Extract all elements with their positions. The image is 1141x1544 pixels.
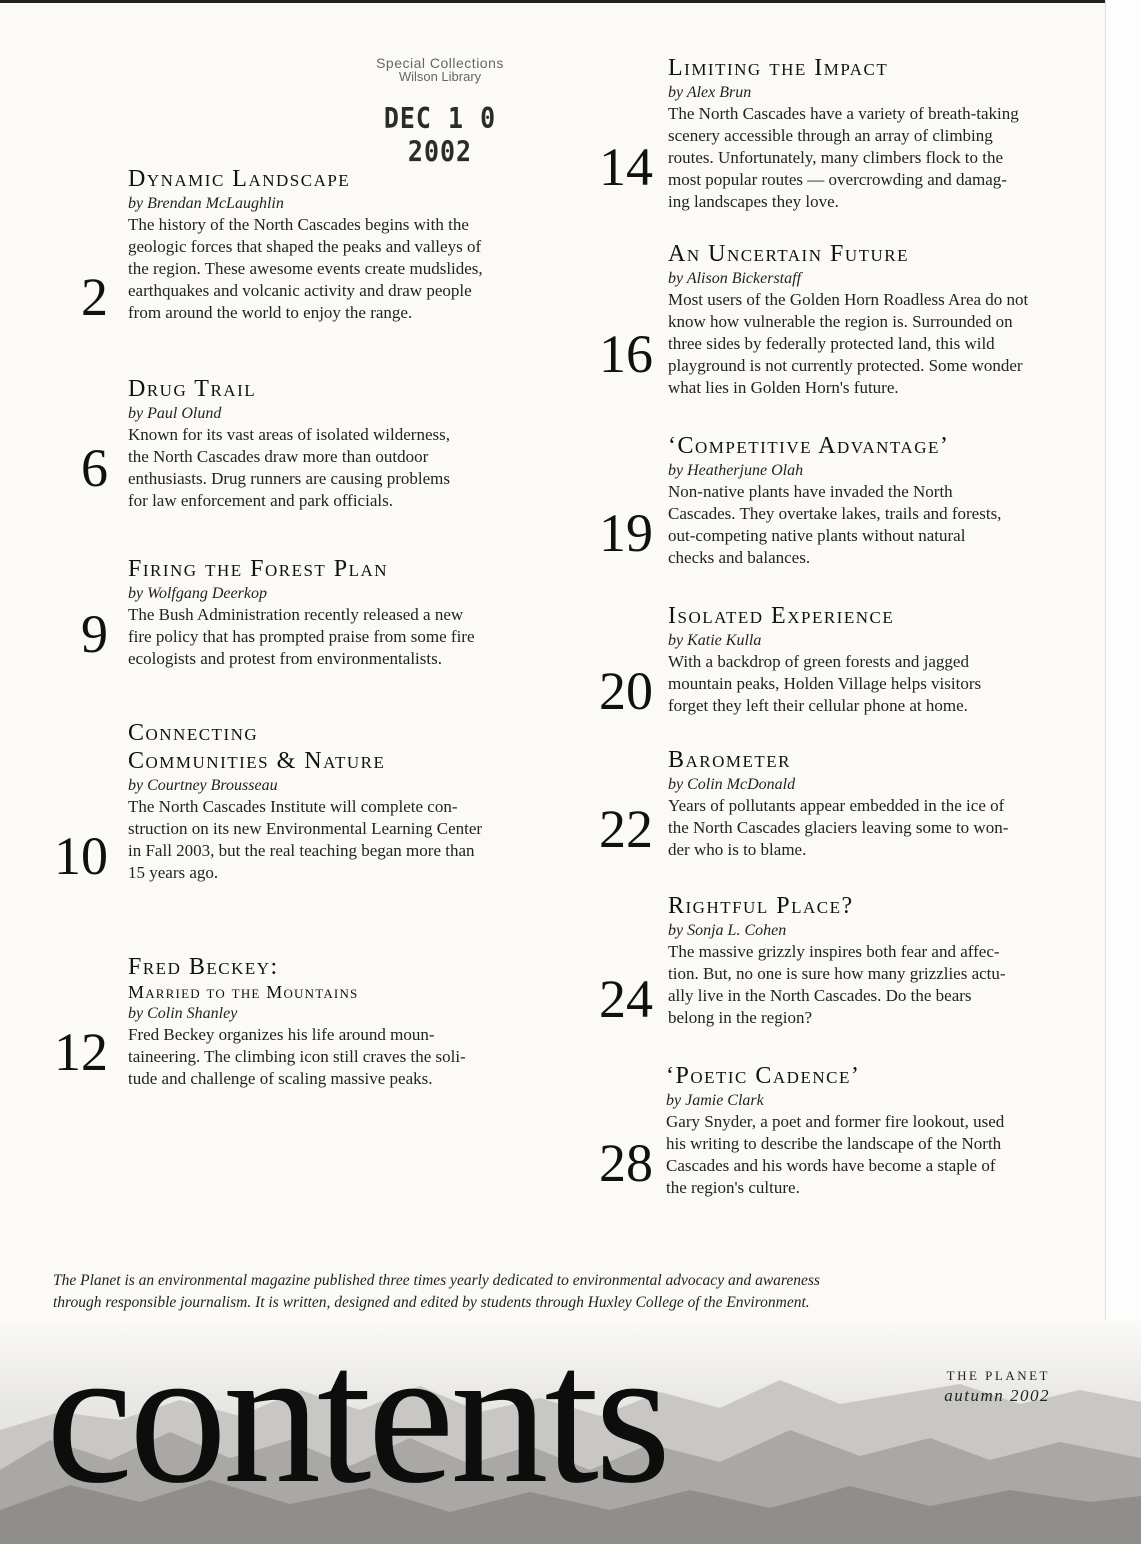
article-author: by Brendan McLaughlin	[128, 195, 284, 212]
publication-name: THE PLANET	[946, 1368, 1050, 1383]
desc-line: Cascades. They overtake lakes, trails and forests,	[668, 504, 1002, 523]
desc-line: his writing to describe the landscape of the North	[666, 1134, 1002, 1153]
article-entry[interactable]	[81, 555, 548, 670]
page-number: 2	[81, 267, 108, 327]
desc-line: out-competing native plants without natural	[668, 526, 966, 545]
desc-line: scenery accessible through an array of climbing	[668, 126, 993, 145]
article-author: by Katie Kulla	[668, 632, 762, 649]
desc-line: earthquakes and volcanic activity and draw people	[128, 281, 472, 300]
desc-line: in Fall 2003, but the real teaching began more than	[128, 841, 475, 860]
desc-line: Non-native plants have invaded the North	[668, 482, 953, 501]
article-entry[interactable]	[599, 892, 1098, 1029]
desc-line: fire policy that has prompted praise from some fire	[128, 627, 475, 646]
article-title: Connecting	[128, 720, 259, 746]
top-border	[0, 0, 1105, 3]
article-description	[668, 941, 1098, 1029]
article-author: by Alex Brun	[668, 84, 752, 101]
article-description	[668, 651, 1098, 717]
desc-line: Gary Snyder, a poet and former fire lookout, used	[666, 1112, 1005, 1131]
stamp-line-1: Special Collections	[376, 55, 504, 71]
desc-line: the region's culture.	[666, 1178, 800, 1197]
desc-line: The massive grizzly inspires both fear and affec-	[668, 942, 1000, 961]
article-description	[128, 1024, 548, 1090]
desc-line: know how vulnerable the region is. Surrounded on	[668, 312, 1013, 331]
page-number: 24	[599, 969, 653, 1029]
desc-line: taineering. The climbing icon still craves the soli-	[128, 1047, 466, 1066]
article-title: Firing the Forest Plan	[128, 556, 389, 582]
desc-line: belong in the region?	[668, 1008, 812, 1027]
article-title: Dynamic Landscape	[128, 166, 351, 192]
article-entry[interactable]	[81, 375, 548, 512]
desc-line: der who is to blame.	[668, 840, 807, 859]
article-subtitle: Married to the Mountains	[128, 982, 359, 1002]
desc-line: The history of the North Cascades begins with the	[128, 215, 469, 234]
desc-line: checks and balances.	[668, 548, 811, 567]
article-author: by Colin Shanley	[128, 1005, 238, 1022]
masthead	[930, 1368, 1050, 1406]
article-entry[interactable]	[54, 719, 548, 886]
page-number: 19	[599, 503, 653, 563]
desc-line: three sides by federally protected land, this wild	[668, 334, 995, 353]
article-author: by Alison Bickerstaff	[668, 270, 802, 287]
library-stamp	[350, 55, 530, 169]
article-title: Rightful Place?	[668, 893, 854, 919]
desc-line: tion. But, no one is sure how many grizzlies actu-	[668, 964, 1006, 983]
article-title: An Uncertain Future	[668, 241, 910, 267]
desc-line: The North Cascades have a variety of breath-taking	[668, 104, 1019, 123]
desc-line: The Bush Administration recently released a new	[128, 605, 464, 624]
article-description	[128, 214, 548, 324]
article-description	[668, 481, 1098, 569]
desc-line: enthusiasts. Drug runners are causing problems	[128, 469, 450, 488]
article-author: by Paul Olund	[128, 405, 222, 422]
issue-label: autumn 2002	[944, 1386, 1050, 1405]
contents-heading: contents	[46, 1307, 668, 1524]
desc-line: playground is not currently protected. Some wonder	[668, 356, 1023, 375]
desc-line: routes. Unfortunately, many climbers flock to the	[668, 148, 1004, 167]
desc-line: The North Cascades Institute will complete con-	[128, 797, 458, 816]
article-description	[666, 1111, 1096, 1199]
article-author: by Wolfgang Deerkop	[128, 585, 267, 602]
article-description	[128, 796, 548, 884]
article-entry[interactable]	[599, 432, 1098, 569]
page-edge	[1105, 0, 1141, 1544]
page-number: 20	[599, 661, 653, 721]
article-description	[128, 424, 548, 512]
desc-line: forget they left their cellular phone at home.	[668, 696, 968, 715]
statement-line-1: The Planet is an environmental magazine published three times yearly dedicated to environmental advocacy and awareness	[53, 1272, 820, 1289]
desc-line: struction on its new Environmental Learning Center	[128, 819, 483, 838]
desc-line: the North Cascades glaciers leaving some to won-	[668, 818, 1009, 837]
article-description	[128, 604, 548, 670]
article-author: by Heatherjune Olah	[668, 462, 804, 479]
page-number: 14	[599, 137, 653, 197]
page-number: 22	[599, 799, 653, 859]
desc-line: tude and challenge of scaling massive peaks.	[128, 1069, 433, 1088]
desc-line: the North Cascades draw more than outdoor	[128, 447, 429, 466]
page-number: 10	[54, 826, 108, 886]
desc-line: Cascades and his words have become a staple of	[666, 1156, 996, 1175]
article-description	[668, 103, 1098, 213]
article-entry[interactable]	[81, 165, 548, 327]
page-number: 9	[81, 604, 108, 664]
desc-line: ing landscapes they love.	[668, 192, 839, 211]
statement-line-2: through responsible journalism. It is written, designed and edited by students through Huxley College of the Environment.	[53, 1294, 810, 1311]
article-author: by Sonja L. Cohen	[668, 922, 787, 939]
desc-line: for law enforcement and park officials.	[128, 491, 393, 510]
article-title: Limiting the Impact	[668, 55, 889, 81]
desc-line: Fred Beckey organizes his life around moun-	[128, 1025, 435, 1044]
article-title: ‘Competitive Advantage’	[668, 433, 950, 459]
desc-line: mountain peaks, Holden Village helps visitors	[668, 674, 982, 693]
page-number: 6	[81, 438, 108, 498]
stamp-date: DEC 1 0 2002	[383, 101, 497, 169]
article-entry[interactable]	[599, 602, 1098, 721]
page-number: 12	[54, 1022, 108, 1082]
article-entry[interactable]	[599, 54, 1098, 213]
page-number: 28	[599, 1133, 653, 1193]
desc-line: ally live in the North Cascades. Do the bears	[668, 986, 972, 1005]
desc-line: what lies in Golden Horn's future.	[668, 378, 899, 397]
article-title: Isolated Experience	[668, 603, 895, 629]
article-entry[interactable]	[599, 1062, 1096, 1199]
article-author: by Courtney Brousseau	[128, 777, 278, 794]
article-title: Barometer	[668, 747, 792, 773]
article-title: Fred Beckey:	[128, 954, 279, 980]
article-author: by Colin McDonald	[668, 776, 796, 793]
desc-line: ecologists and protest from environmentalists.	[128, 649, 442, 668]
desc-line: 15 years ago.	[128, 863, 219, 882]
article-author: by Jamie Clark	[666, 1092, 764, 1109]
desc-line: Known for its vast areas of isolated wilderness,	[128, 425, 450, 444]
article-title: Drug Trail	[128, 376, 257, 402]
article-entry[interactable]	[599, 746, 1098, 861]
stamp-line-2: Wilson Library	[398, 69, 482, 84]
article-description	[668, 795, 1098, 861]
page-number: 16	[599, 324, 653, 384]
desc-line: geologic forces that shaped the peaks and valleys of	[128, 237, 482, 256]
article-entry[interactable]	[54, 953, 548, 1090]
article-title: ‘Poetic Cadence’	[666, 1063, 861, 1089]
desc-line: Years of pollutants appear embedded in the ice of	[668, 796, 1005, 815]
article-title-line-2: Communities & Nature	[128, 748, 386, 774]
desc-line: Most users of the Golden Horn Roadless Area do not	[668, 290, 1029, 309]
desc-line: the region. These awesome events create mudslides,	[128, 259, 483, 278]
desc-line: most popular routes — overcrowding and damag-	[668, 170, 1007, 189]
article-description	[668, 289, 1098, 399]
article-entry[interactable]	[599, 240, 1098, 399]
desc-line: from around the world to enjoy the range.	[128, 303, 413, 322]
desc-line: With a backdrop of green forests and jagged	[668, 652, 969, 671]
